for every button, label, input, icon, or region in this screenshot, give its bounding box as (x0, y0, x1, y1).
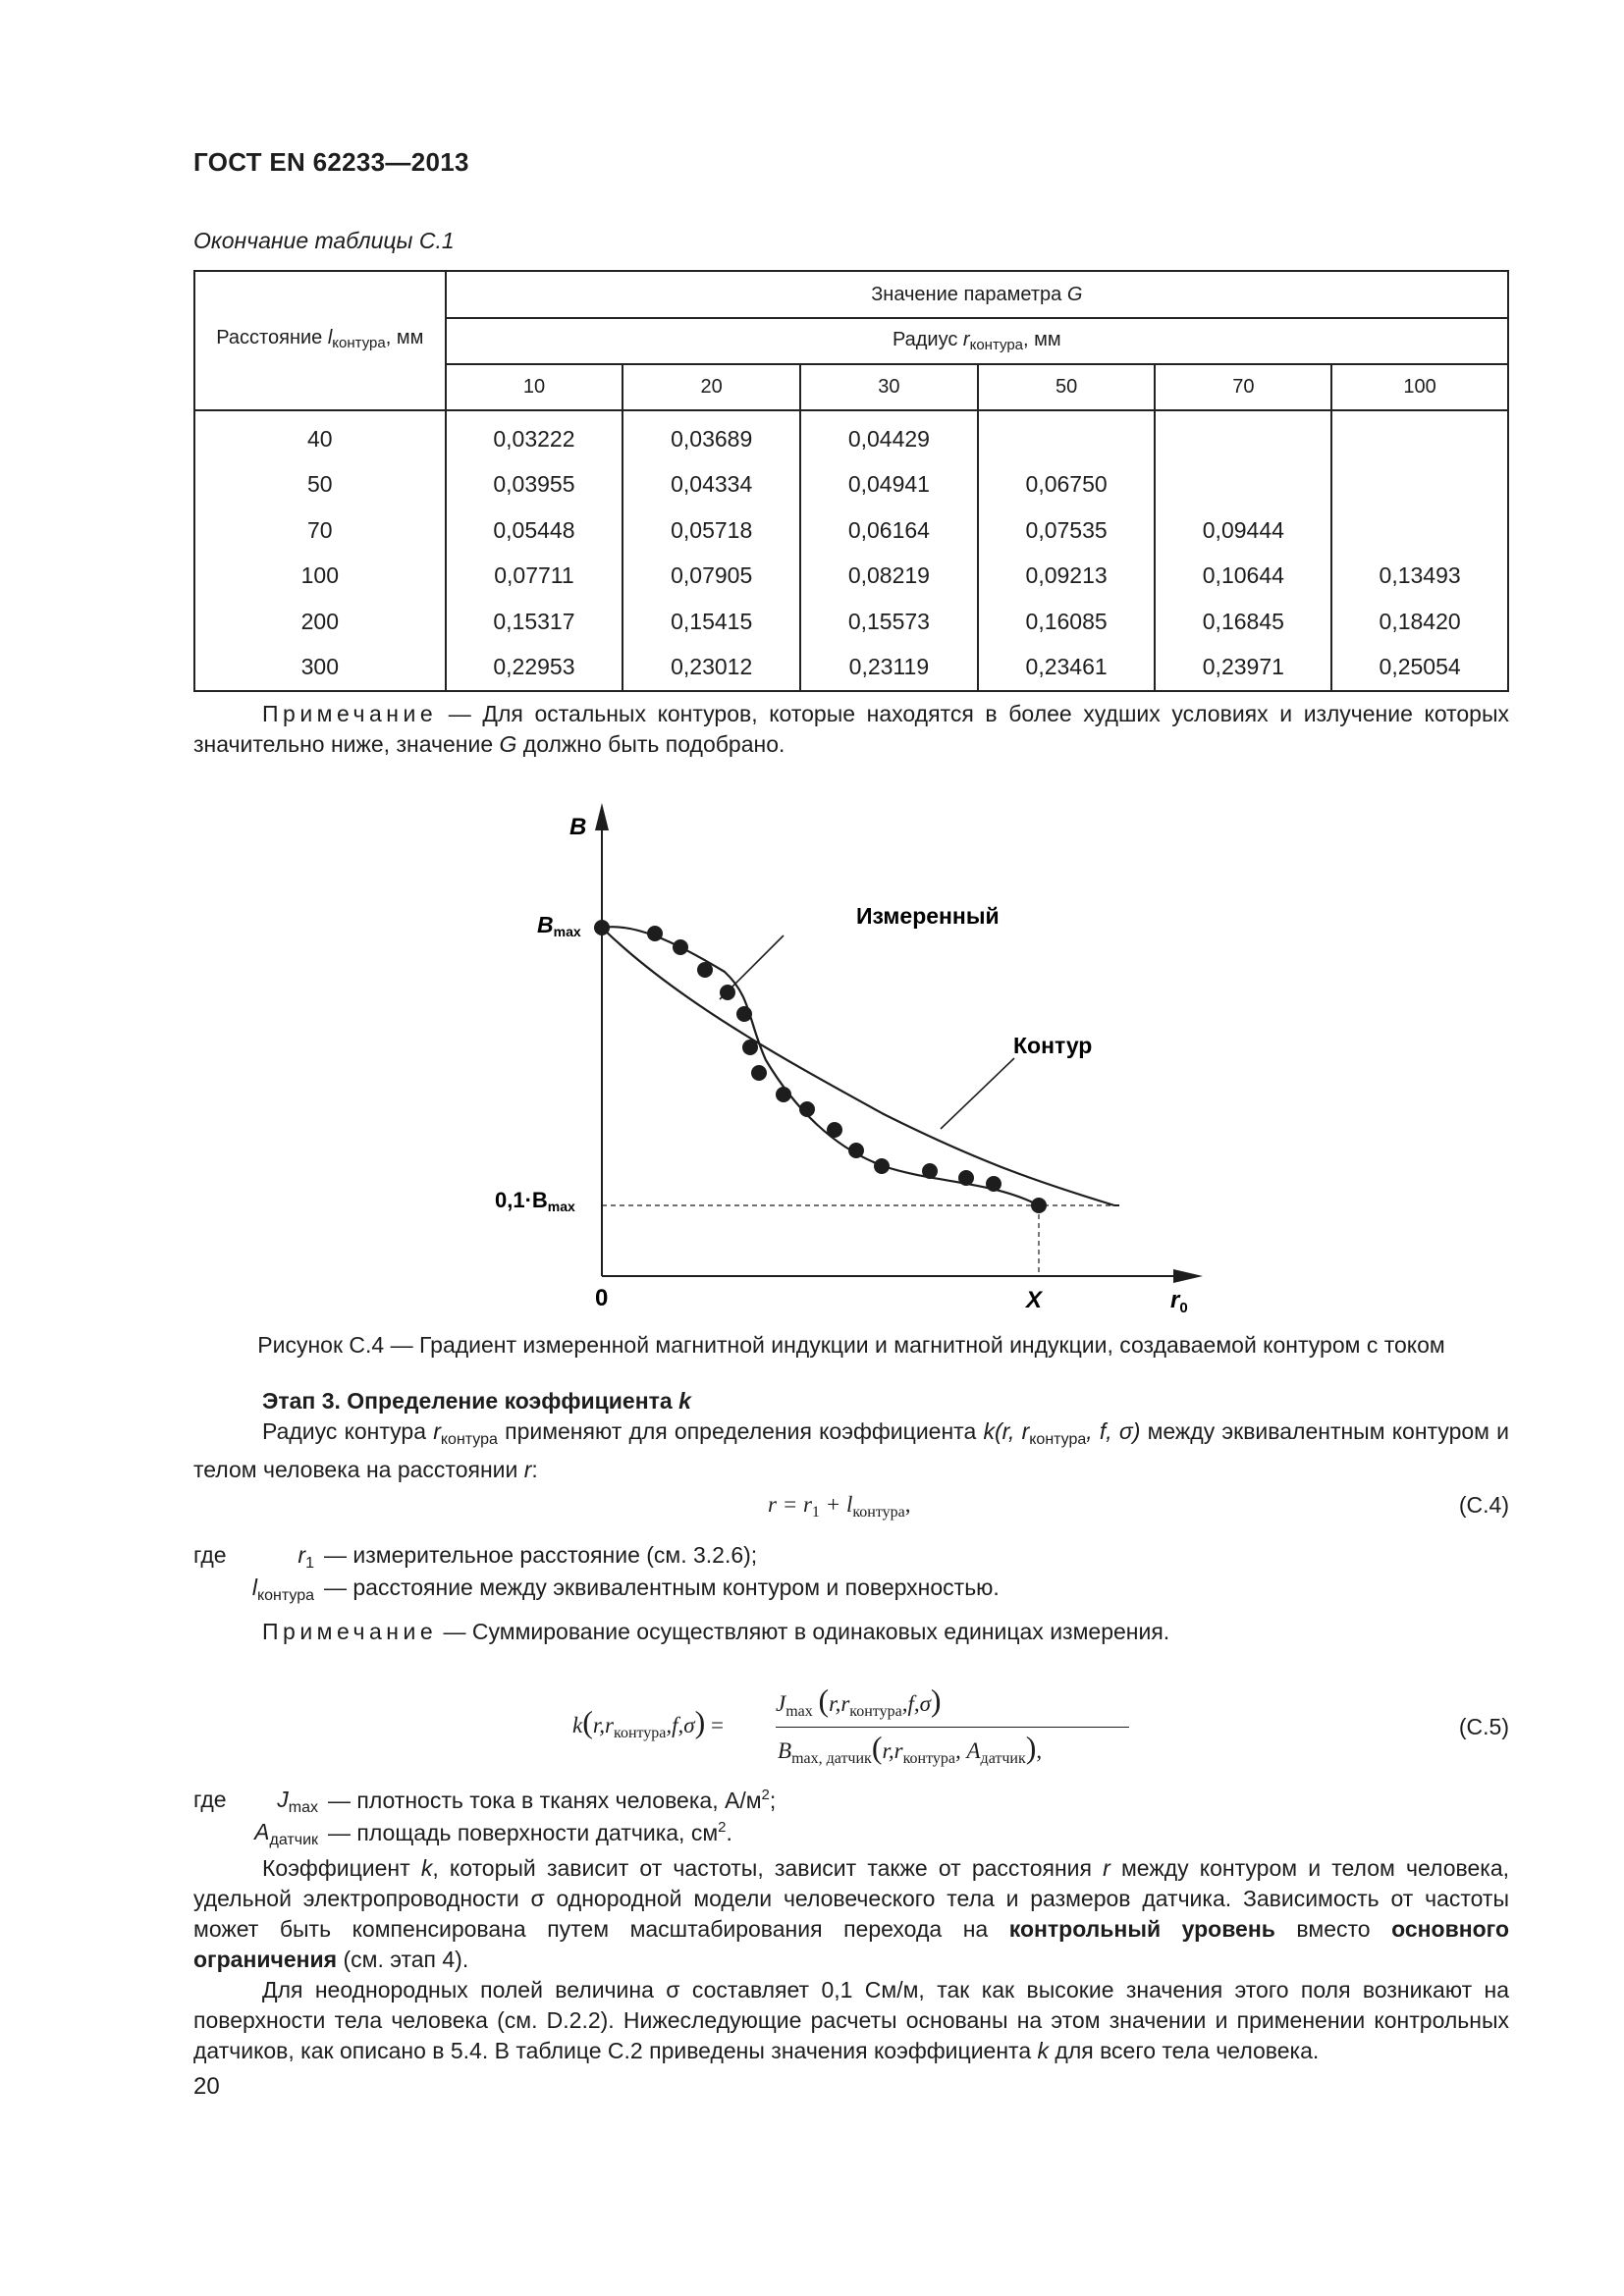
contour-curve (602, 928, 1114, 1205)
stage3-paragraph: Радиус контура $r_{контура}$ применяют для определения коэффициента k(r, $r_{контура}$, f, σ) между эквивалентным контуром и телом человека на расстоянии r: (193, 1418, 1509, 1482)
def-term: $J_{max}$ (277, 1787, 318, 1816)
tenth-bmax-label: 0,1·Bmax (495, 1188, 575, 1214)
x-axis-label: $r_0$ (1170, 1287, 1188, 1316)
radius-header: Радиус $r_{контура}$, мм (446, 318, 1508, 364)
y-axis-label: B (569, 814, 587, 840)
x-axis-arrow-icon (1173, 1269, 1203, 1283)
measured-curve (602, 927, 1039, 1205)
figure-caption: Рисунок С.4 — Градиент измеренной магнитной индукции и магнитной индукции, создаваемой контуром с током (257, 1332, 1445, 1358)
radius-col: 20 (623, 364, 800, 410)
table-row: 50 0,03955 0,04334 0,04941 0,06750 (194, 462, 1508, 508)
distance-column-header: Расстояние $l_{контура}$, мм (194, 271, 446, 410)
def-term: $l_{контура}$ (251, 1575, 314, 1604)
x-mark-label: X (1026, 1287, 1043, 1313)
table-row: 70 0,05448 0,05718 0,06164 0,07535 0,09444 (194, 507, 1508, 554)
radius-col: 30 (800, 364, 978, 410)
def-text: — расстояние между эквивалентным контуром и поверхностью. (324, 1575, 1000, 1600)
radius-col: 100 (1331, 364, 1508, 410)
coefficient-paragraph: Коэффициент k, который зависит от частоты, зависит также от расстояния r между контуром и телом человека, удельной электропроводности σ однородной модели человеческого тела и размеров датчика. Зависимость от частоты может быть компенсирована путем масштабирования перехода на контрольный уровень вместо основного ограничения (см. этап 4). (193, 1855, 1510, 1972)
equation-c5: $k(r,r_{контура},f,\sigma)$ = $J_{max}$ $(r,r_{контура},f,\sigma)$ $B_{max, датчик}(r,r_{контура}$, $A_{датчик}$), (569, 1681, 1139, 1771)
equation-c5-number: (С.5) (1458, 1714, 1509, 1739)
equation-c4-number: (С.4) (1458, 1492, 1509, 1518)
contour-label: Контур (1013, 1033, 1093, 1058)
sigma-paragraph: Для неоднородных полей величина σ составляет 0,1 См/м, так как высокие значения этого поля возникают на поверхности тела человека (см. D.2.2). Нижеследующие расчеты основаны на этом значении и применении контрольных датчиков, как описано в 5.4. В таблице С.2 приведены значения коэффициента k для всего тела человека. (193, 1977, 1509, 2063)
radius-col: 50 (978, 364, 1156, 410)
table-caption: Окончание таблицы С.1 (193, 228, 455, 253)
radius-col: 70 (1155, 364, 1331, 410)
measured-points (594, 920, 1047, 1213)
table-row: 300 0,22953 0,23012 0,23119 0,23461 0,23971 0,25054 (194, 645, 1508, 692)
equation-c4: $r = r_1 + l_{контура}$, (768, 1492, 911, 1521)
note-paragraph: Примечание — Для остальных контуров, которые находятся в более худших условиях и излучение которых значительно ниже, значение G должно быть подобрано. (193, 701, 1509, 757)
table-row: 200 0,15317 0,15415 0,15573 0,16085 0,16845 0,18420 (194, 599, 1508, 645)
parameter-table (193, 270, 1509, 692)
table-row: 100 0,07711 0,07905 0,08219 0,09213 0,10644 0,13493 (194, 554, 1508, 600)
parameter-g-header: Значение параметра G (446, 271, 1508, 318)
measured-label: Измеренный (856, 903, 1000, 929)
bmax-label: Bmax (537, 912, 581, 939)
where-label: где (193, 1787, 227, 1812)
where-label: где (193, 1542, 227, 1568)
note2-paragraph: Примечание — Суммирование осуществляют в одинаковых единицах измерения. (262, 1619, 1170, 1644)
document-header: ГОСТ EN 62233—2013 (193, 147, 469, 177)
stage3-title: Этап 3. Определение коэффициента k (262, 1388, 691, 1414)
origin-label: 0 (595, 1285, 609, 1311)
induction-gradient-figure (471, 795, 1237, 1320)
radius-col: 10 (446, 364, 623, 410)
def-text: — площадь поверхности датчика, $см^2$. (328, 1819, 732, 1845)
def-term: $r_1$ (298, 1542, 314, 1572)
def-text: — измерительное расстояние (см. 3.2.6); (324, 1542, 758, 1568)
def-text: — плотность тока в тканях человека, $А/м^2$; (328, 1787, 777, 1813)
table-row: 40 0,03222 0,03689 0,04429 (194, 416, 1508, 462)
def-term: $A_{датчик}$ (254, 1819, 318, 1848)
y-axis-arrow-icon (595, 803, 609, 830)
page-number: 20 (193, 2073, 220, 2100)
